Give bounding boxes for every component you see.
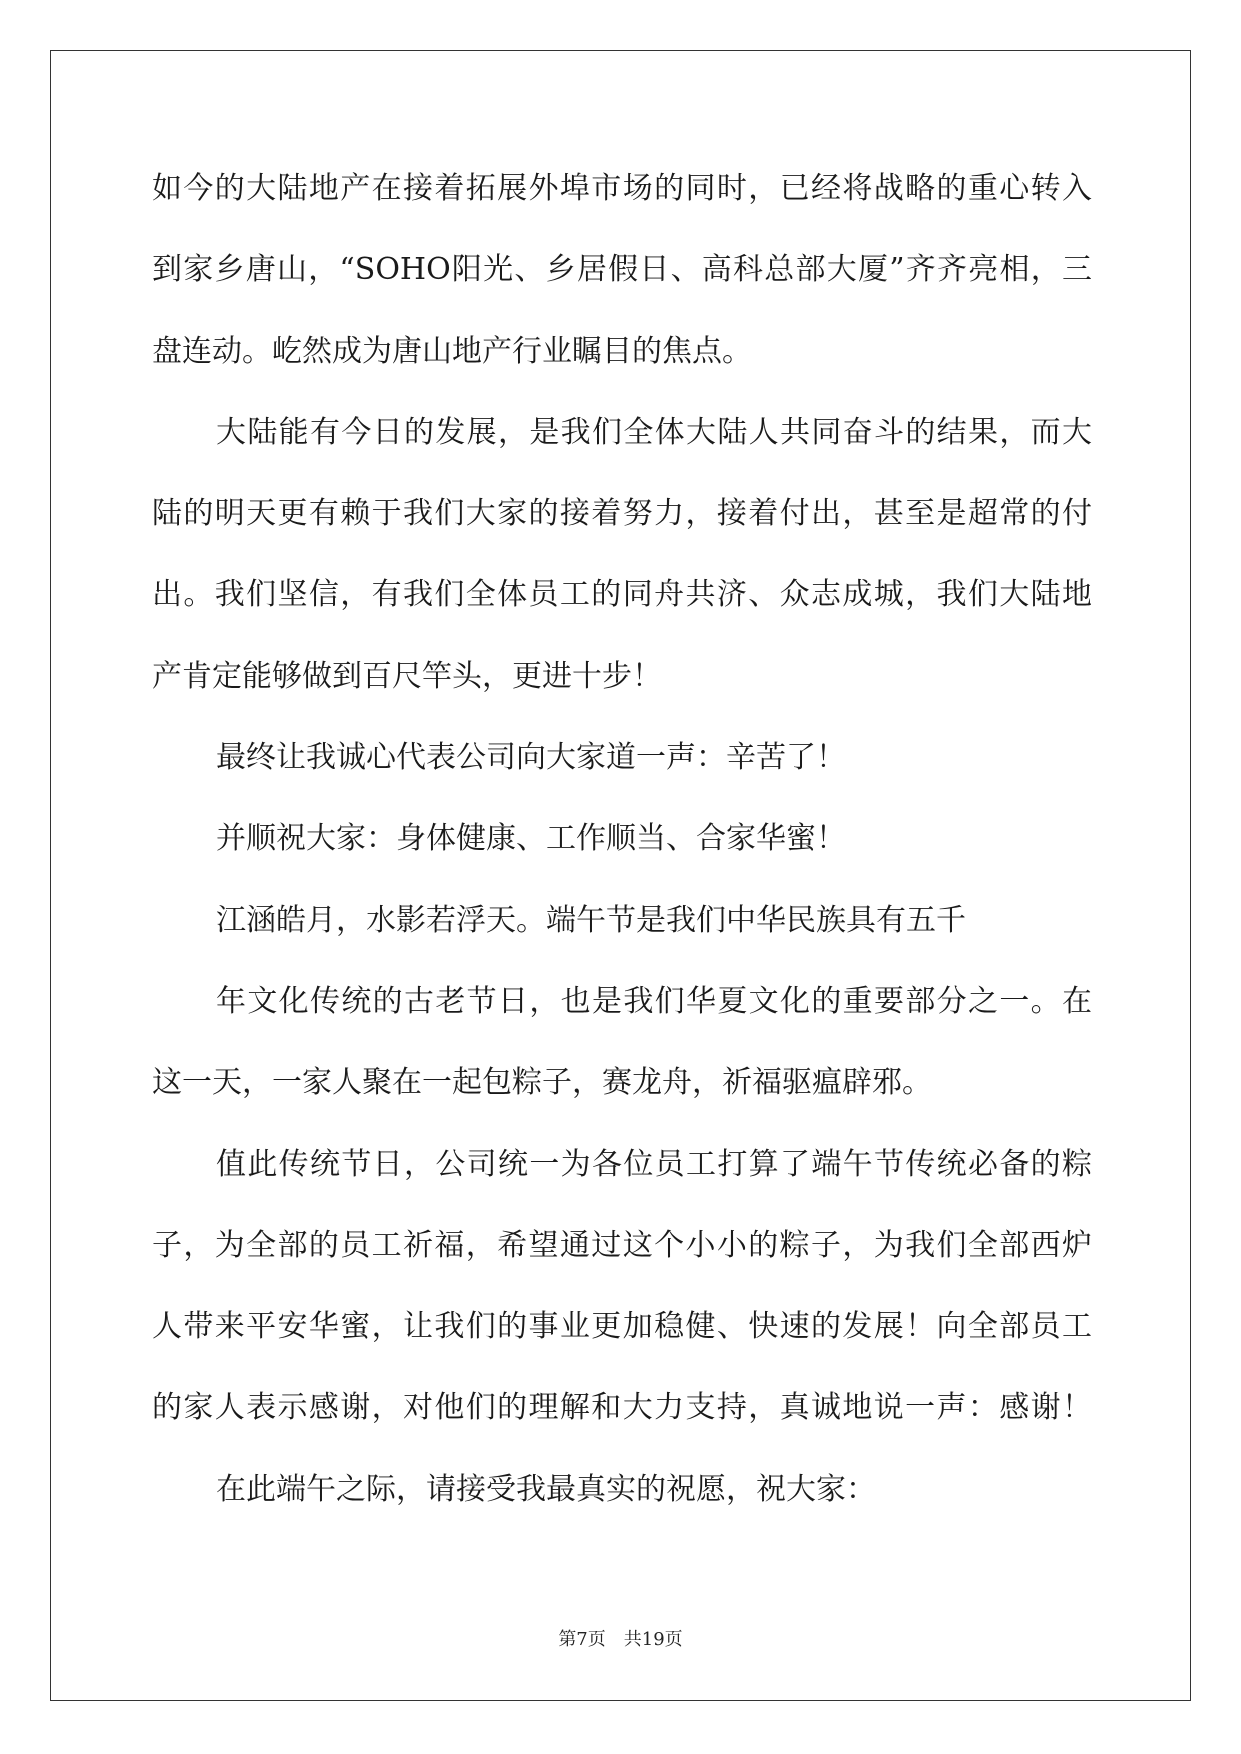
text-line: 值此传统节日，公司统一为各位员工打算了端午节传统必备的粽: [216, 1146, 1092, 1182]
page-number-total: 共19页: [623, 1629, 683, 1650]
text-line: 江涵皓月，水影若浮天。端午节是我们中华民族具有五千: [216, 902, 966, 938]
text-line: 如今的大陆地产在接着拓展外埠市场的同时，已经将战略的重心转入: [152, 171, 1092, 206]
text-line: 年文化传统的古老节日，也是我们华夏文化的重要部分之一。在: [216, 983, 1092, 1019]
page-number-current: 第7页: [558, 1629, 606, 1650]
text-line: 产肯定能够做到百尺竿头，更进十步！: [152, 658, 662, 694]
page-footer: [0, 1625, 1241, 1651]
text-line: 出。我们坚信，有我们全体员工的同舟共济、众志成城，我们大陆地: [152, 577, 1092, 613]
text-line: 这一天，一家人聚在一起包粽子，赛龙舟，祈福驱瘟辟邪。: [152, 1065, 932, 1101]
text-line: 在此端午之际，请接受我最真实的祝愿，祝大家：: [216, 1471, 876, 1507]
text-line: 陆的明天更有赖于我们大家的接着努力，接着付出，甚至是超常的付: [152, 496, 1092, 532]
document-body: [152, 148, 1092, 1530]
text-line: 的家人表示感谢，对他们的理解和大力支持，真诚地说一声：感谢！: [152, 1390, 1092, 1426]
text-line: 到家乡唐山，“SOHO阳光、乡居假日、高科总部大厦”齐齐亮相，三: [152, 252, 1092, 288]
text-line: 盘连动。屹然成为唐山地产行业瞩目的焦点。: [152, 333, 752, 369]
text-line: 子，为全部的员工祈福，希望通过这个小小的粽子，为我们全部西炉: [152, 1227, 1092, 1263]
text-line: 并顺祝大家：身体健康、工作顺当、合家华蜜！: [216, 821, 846, 857]
text-line: 人带来平安华蜜，让我们的事业更加稳健、快速的发展！向全部员工: [152, 1309, 1092, 1345]
text-line: 最终让我诚心代表公司向大家道一声：辛苦了！: [216, 740, 846, 776]
text-line: 大陆能有今日的发展，是我们全体大陆人共同奋斗的结果，而大: [216, 414, 1092, 450]
